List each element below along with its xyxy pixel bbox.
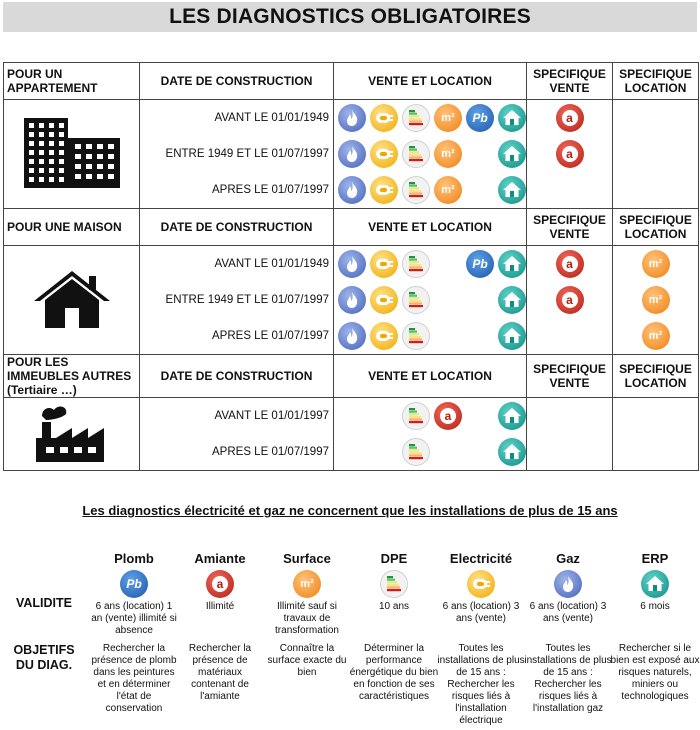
category-cell	[4, 209, 140, 246]
spec-location-slot	[613, 136, 698, 172]
date-header: DATE DE CONSTRUCTION	[160, 220, 313, 234]
legend-icon-box	[523, 569, 613, 599]
spec-location-header-cell	[613, 63, 699, 100]
icons-row	[334, 136, 526, 172]
icon-slot	[370, 104, 398, 133]
section-header-row	[4, 209, 699, 246]
legend-name: Electricité	[449, 551, 513, 566]
asbestos-icon: a	[556, 286, 584, 314]
legend-objectif: Rechercher si le bien est exposé aux risques naturels, miniers ou technologiques	[610, 643, 700, 702]
spec-vente-slot	[527, 398, 612, 434]
icon-slot	[466, 104, 494, 133]
icon-slot	[338, 176, 366, 205]
section-body-row	[4, 398, 699, 471]
gas-flame-icon	[338, 286, 366, 314]
icon-slot	[434, 250, 462, 279]
date-header-cell	[140, 355, 334, 398]
construction-date: AVANT LE 01/01/1949	[214, 258, 329, 270]
spec-location-icons-cell	[613, 100, 699, 209]
spec-location-slot	[613, 434, 698, 470]
date-header: DATE DE CONSTRUCTION	[160, 74, 313, 88]
gas-flame-icon	[554, 570, 582, 598]
dpe-energy-label-icon	[402, 322, 430, 350]
icon-slot	[434, 140, 462, 169]
icon-slot	[370, 140, 398, 169]
asbestos-icon: a	[434, 402, 462, 430]
icon-slot	[370, 322, 398, 351]
icon-slot	[498, 286, 526, 315]
spec-vente-header: SPECIFIQUE VENTE	[533, 362, 606, 390]
dpe-energy-label-icon	[402, 140, 430, 168]
icon-slot	[402, 250, 430, 279]
legend-objectif: Connaître la surface exacte du bien	[267, 643, 347, 678]
asbestos-icon: a	[556, 104, 584, 132]
surface-m2-icon: m²	[642, 250, 670, 278]
electric-plug-icon	[370, 176, 398, 204]
construction-date: APRES LE 01/07/1997	[212, 184, 329, 196]
spec-vente-slot	[527, 282, 612, 318]
icon-slot	[434, 104, 462, 133]
legend-objectif: Toutes les installations de plus de 15 ans : Rechercher les risques liés à l'installation gaz	[524, 643, 612, 714]
icons-row	[334, 172, 526, 208]
electric-plug-icon	[370, 250, 398, 278]
construction-date: AVANT LE 01/01/1949	[214, 112, 329, 124]
section-body-row	[4, 246, 699, 355]
icon-slot	[402, 402, 430, 431]
icons-row	[334, 246, 526, 282]
spec-location-icons-cell	[613, 398, 699, 471]
spec-location-header: SPECIFIQUE LOCATION	[619, 362, 692, 390]
surface-m2-icon: m²	[642, 322, 670, 350]
spec-vente-slot	[527, 172, 612, 208]
erp-house-risk-icon	[498, 140, 526, 168]
icons-row	[334, 318, 526, 354]
vente-location-header-cell	[334, 63, 527, 100]
legend-icon-box	[89, 569, 179, 599]
icon-slot	[498, 104, 526, 133]
lead-pb-icon: Pb	[466, 250, 494, 278]
spec-vente-icons-cell	[527, 100, 613, 209]
icon-slot	[402, 140, 430, 169]
date-header-cell	[140, 209, 334, 246]
legend-validite: 6 ans (location) 3 ans (vente)	[442, 601, 520, 624]
section-picture-cell	[4, 398, 140, 471]
legend-name: Amiante	[194, 551, 246, 566]
asbestos-icon: a	[206, 570, 234, 598]
icon-slot	[402, 438, 430, 467]
icon-slot	[370, 438, 398, 467]
legend-objectif: Rechercher la présence de matériaux contenant de l'amiante	[188, 643, 252, 702]
vente-location-header-cell	[334, 355, 527, 398]
legend-name: DPE	[380, 551, 408, 566]
gas-flame-icon	[338, 322, 366, 350]
category-label: POUR UNE MAISON	[7, 220, 122, 234]
validite-label: VALIDITE	[15, 596, 73, 610]
surface-m2-icon: m²	[434, 140, 462, 168]
icon-slot	[370, 286, 398, 315]
icon-slot	[402, 104, 430, 133]
dpe-energy-label-icon	[380, 570, 408, 598]
electric-plug-icon	[370, 286, 398, 314]
icon-slot	[402, 322, 430, 351]
section-body-row	[4, 100, 699, 209]
spec-location-slot	[613, 398, 698, 434]
icons-row	[334, 398, 526, 434]
vente-location-icons-cell	[334, 100, 527, 209]
icon-slot	[434, 286, 462, 315]
house-icon	[31, 319, 113, 333]
erp-house-risk-icon	[498, 104, 526, 132]
category-label: POUR LES IMMEUBLES AUTRES (Tertiaire …)	[7, 355, 132, 397]
legend-icon-box	[436, 569, 526, 599]
legend-icon-box	[262, 569, 352, 599]
factory-icon	[32, 453, 112, 467]
legend-am-column	[175, 551, 265, 641]
construction-date: AVANT LE 01/01/1997	[214, 410, 329, 422]
construction-date: APRES LE 01/07/1997	[212, 330, 329, 342]
section-header-row	[4, 63, 699, 100]
apartment-building-icon	[22, 179, 122, 193]
dates-cell	[140, 398, 334, 471]
vente-location-icons-cell	[334, 398, 527, 471]
erp-house-risk-icon	[498, 438, 526, 466]
spec-location-header-cell	[613, 209, 699, 246]
legend-validite: 6 mois	[640, 601, 670, 612]
legend-name: Plomb	[114, 551, 154, 566]
electric-plug-icon	[467, 570, 495, 598]
spec-vente-slot	[527, 100, 612, 136]
icon-slot	[338, 104, 366, 133]
category-cell	[4, 355, 140, 398]
spec-vente-header: SPECIFIQUE VENTE	[533, 213, 606, 241]
legend-name: ERP	[641, 551, 669, 566]
page-title: LES DIAGNOSTICS OBLIGATOIRES	[169, 5, 531, 28]
icon-slot	[466, 322, 494, 351]
erp-house-risk-icon	[498, 176, 526, 204]
gas-flame-icon	[338, 250, 366, 278]
erp-house-risk-icon	[641, 570, 669, 598]
spec-vente-header-cell	[527, 355, 613, 398]
icon-slot	[338, 250, 366, 279]
spec-location-slot	[613, 282, 698, 318]
spec-location-header-cell	[613, 355, 699, 398]
erp-house-risk-icon	[498, 322, 526, 350]
surface-m2-icon: m²	[434, 176, 462, 204]
erp-house-risk-icon	[498, 286, 526, 314]
construction-date: ENTRE 1949 ET LE 01/07/1997	[165, 148, 329, 160]
spec-location-slot	[613, 100, 698, 136]
electric-plug-icon	[370, 322, 398, 350]
spec-location-slot	[613, 318, 698, 354]
dpe-energy-label-icon	[402, 402, 430, 430]
legend-icon-box	[175, 569, 265, 599]
icon-slot	[338, 322, 366, 351]
icon-slot	[466, 438, 494, 467]
icon-slot	[466, 250, 494, 279]
icon-slot	[466, 286, 494, 315]
icon-slot	[466, 402, 494, 431]
icon-slot	[370, 250, 398, 279]
icon-slot	[434, 438, 462, 467]
spec-location-icons-cell	[613, 246, 699, 355]
section-picture-cell	[4, 100, 140, 209]
lead-pb-icon: Pb	[120, 570, 148, 598]
vente-location-header: VENTE ET LOCATION	[368, 369, 492, 383]
icon-slot	[434, 176, 462, 205]
erp-house-risk-icon	[498, 250, 526, 278]
vente-location-header: VENTE ET LOCATION	[368, 220, 492, 234]
icon-slot	[466, 176, 494, 205]
legend-elec-column	[436, 551, 526, 641]
icon-slot	[498, 438, 526, 467]
date-header-cell	[140, 63, 334, 100]
gas-flame-icon	[338, 176, 366, 204]
icon-slot	[338, 438, 366, 467]
dates-cell	[140, 246, 334, 355]
icons-row	[334, 434, 526, 470]
electric-plug-icon	[370, 140, 398, 168]
construction-date: ENTRE 1949 ET LE 01/07/1997	[165, 294, 329, 306]
spec-vente-icons-cell	[527, 398, 613, 471]
asbestos-icon: a	[556, 140, 584, 168]
electric-plug-icon	[370, 104, 398, 132]
legend-validite: Illimité	[205, 601, 235, 612]
icon-slot	[370, 176, 398, 205]
gas-flame-icon	[338, 140, 366, 168]
icon-slot	[402, 286, 430, 315]
dpe-energy-label-icon	[402, 250, 430, 278]
spec-vente-icons-cell	[527, 246, 613, 355]
section-header-row	[4, 355, 699, 398]
icon-slot	[498, 250, 526, 279]
legend-objectif: Déterminer la performance énergétique du bien en fonction de ses caractéristiques	[349, 643, 439, 702]
icon-slot	[370, 402, 398, 431]
icon-slot	[434, 402, 462, 431]
spec-vente-slot	[527, 246, 612, 282]
spec-vente-slot	[527, 318, 612, 354]
icon-slot	[498, 176, 526, 205]
category-cell	[4, 63, 140, 100]
icon-slot	[338, 402, 366, 431]
icon-slot	[338, 140, 366, 169]
icon-slot	[338, 286, 366, 315]
legend-pb-column	[89, 551, 179, 641]
gas-flame-icon	[338, 104, 366, 132]
spec-vente-header: SPECIFIQUE VENTE	[533, 67, 606, 95]
icons-row	[334, 282, 526, 318]
spec-location-header: SPECIFIQUE LOCATION	[619, 67, 692, 95]
legend-icon-box	[610, 569, 700, 599]
legend-surf-column	[262, 551, 352, 641]
icon-slot	[498, 140, 526, 169]
asbestos-icon: a	[556, 250, 584, 278]
icon-slot	[466, 140, 494, 169]
surface-m2-icon: m²	[293, 570, 321, 598]
vente-location-icons-cell	[334, 246, 527, 355]
legend-dpe-column	[349, 551, 439, 641]
legend-validite: 6 ans (location) 3 ans (vente)	[529, 601, 607, 624]
legend-icon-box	[349, 569, 439, 599]
dpe-energy-label-icon	[402, 104, 430, 132]
dpe-energy-label-icon	[402, 176, 430, 204]
title-bar	[3, 2, 697, 32]
surface-m2-icon: m²	[642, 286, 670, 314]
icons-row	[334, 100, 526, 136]
spec-vente-header-cell	[527, 209, 613, 246]
construction-date: APRES LE 01/07/1997	[212, 446, 329, 458]
spec-location-header: SPECIFIQUE LOCATION	[619, 213, 692, 241]
legend-validite: 10 ans	[378, 601, 410, 612]
section-picture-cell	[4, 246, 140, 355]
spec-vente-slot	[527, 434, 612, 470]
icon-slot	[434, 322, 462, 351]
icon-slot	[498, 322, 526, 351]
dates-cell	[140, 100, 334, 209]
gas-electricity-note: Les diagnostics électricité et gaz ne concernent que les installations de plus de 15 ans	[82, 503, 618, 518]
objectifs-label: OBJETIFS DU DIAG.	[13, 643, 75, 672]
date-header: DATE DE CONSTRUCTION	[160, 369, 313, 383]
spec-location-slot	[613, 246, 698, 282]
legend-validite: 6 ans (location) 1 an (vente) illimité si absence	[91, 601, 177, 636]
legend-name: Gaz	[556, 551, 580, 566]
spec-location-slot	[613, 172, 698, 208]
legend-objectif: Rechercher la présence de plomb dans les peintures et en déterminer l'état de conservation	[91, 643, 177, 714]
vente-location-header: VENTE ET LOCATION	[368, 74, 492, 88]
icon-slot	[498, 402, 526, 431]
dpe-energy-label-icon	[402, 286, 430, 314]
spec-vente-header-cell	[527, 63, 613, 100]
icon-slot	[402, 176, 430, 205]
surface-m2-icon: m²	[434, 104, 462, 132]
diagnostics-table	[3, 62, 699, 471]
legend-gas-column	[523, 551, 613, 641]
legend-erp-column	[610, 551, 700, 641]
legend-name: Surface	[283, 551, 331, 566]
lead-pb-icon: Pb	[466, 104, 494, 132]
erp-house-risk-icon	[498, 402, 526, 430]
legend-objectif: Toutes les installations de plus de 15 ans : Rechercher les risques liés à l'installation électrique	[437, 643, 525, 726]
spec-vente-slot	[527, 136, 612, 172]
category-label: POUR UN APPARTEMENT	[7, 67, 98, 95]
vente-location-header-cell	[334, 209, 527, 246]
legend-validite: Illimité sauf si travaux de transformation	[275, 601, 339, 636]
dpe-energy-label-icon	[402, 438, 430, 466]
